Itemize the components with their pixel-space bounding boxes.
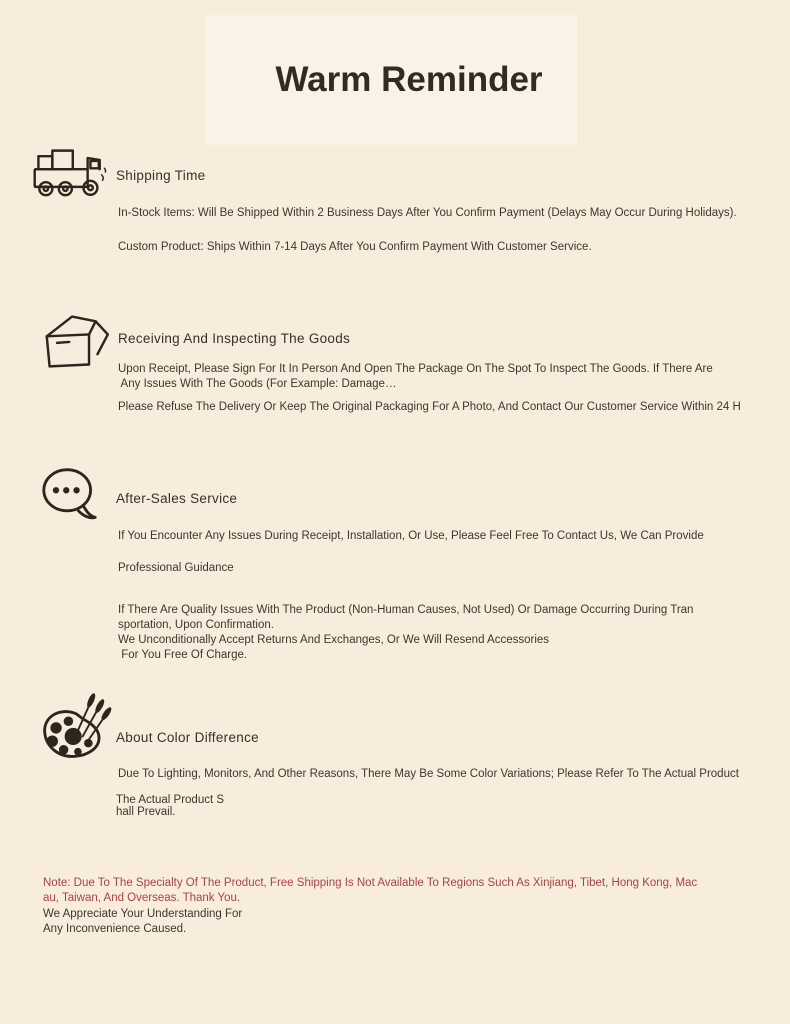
section-title-after-sales: After-Sales Service (116, 491, 238, 506)
text-line: Due To Lighting, Monitors, And Other Reasons, There May Be Some Color Variations; Please Refer To The Actual Product (118, 768, 739, 780)
text-line: Professional Guidance (118, 562, 234, 574)
note-line: Note: Due To The Specialty Of The Product, Free Shipping Is Not Available To Regions Such As Xinjiang, Tibet, Hong Kong, Mac (43, 877, 698, 889)
after-sales-paragraph-1 (118, 529, 704, 544)
closing-note (43, 907, 242, 937)
text-line: For You Free Of Charge. (118, 649, 248, 661)
receiving-paragraph-1 (118, 362, 713, 392)
after-sales-paragraph-3 (118, 603, 693, 663)
color-paragraph-2 (116, 795, 224, 818)
section-title-color-difference: About Color Difference (116, 730, 259, 745)
text-line: Upon Receipt, Please Sign For It In Person And Open The Package On The Spot To Inspect The Goods. If There Are (118, 363, 713, 375)
text-line: If There Are Quality Issues With The Product (Non-Human Causes, Not Used) Or Damage Occurring During Tran (118, 604, 694, 616)
note-line: Any Inconvenience Caused. (43, 923, 187, 935)
text-line: The Actual Product S (116, 794, 225, 806)
text-line: If You Encounter Any Issues During Receipt, Installation, Or Use, Please Feel Free To Contact Us, We Can Provide (118, 530, 704, 542)
text-line: sportation, Upon Confirmation. (118, 619, 274, 631)
page-title: Warm Reminder (275, 60, 543, 99)
text-line: We Unconditionally Accept Returns And Exchanges, Or We Will Resend Accessories (118, 634, 550, 646)
text-line: Custom Product: Ships Within 7-14 Days After You Confirm Payment With Customer Service. (118, 241, 592, 253)
text-line: Please Refuse The Delivery Or Keep The Original Packaging For A Photo, And Contact Our Customer Service Within 24 H (118, 401, 741, 413)
shipping-paragraph-1 (118, 206, 737, 221)
delivery-truck-icon (30, 146, 110, 198)
receiving-paragraph-2 (118, 400, 741, 415)
text-line: In-Stock Items: Will Be Shipped Within 2 Business Days After You Confirm Payment (Delays May Occur During Holidays). (118, 207, 737, 219)
text-line: hall Prevail. (116, 805, 176, 818)
chat-bubble-icon (40, 465, 100, 523)
section-title-receiving: Receiving And Inspecting The Goods (118, 331, 351, 346)
after-sales-paragraph-2 (118, 561, 234, 576)
paint-palette-icon (38, 688, 114, 764)
package-box-icon (38, 310, 110, 372)
shipping-restriction-note (43, 876, 697, 906)
shipping-paragraph-2 (118, 240, 592, 255)
note-line: au, Taiwan, And Overseas. Thank You. (43, 892, 241, 904)
section-title-shipping-time: Shipping Time (116, 168, 206, 183)
color-paragraph-1 (118, 767, 739, 782)
text-line: Any Issues With The Goods (For Example: Damage… (118, 378, 397, 390)
note-line: We Appreciate Your Understanding For (43, 908, 243, 920)
